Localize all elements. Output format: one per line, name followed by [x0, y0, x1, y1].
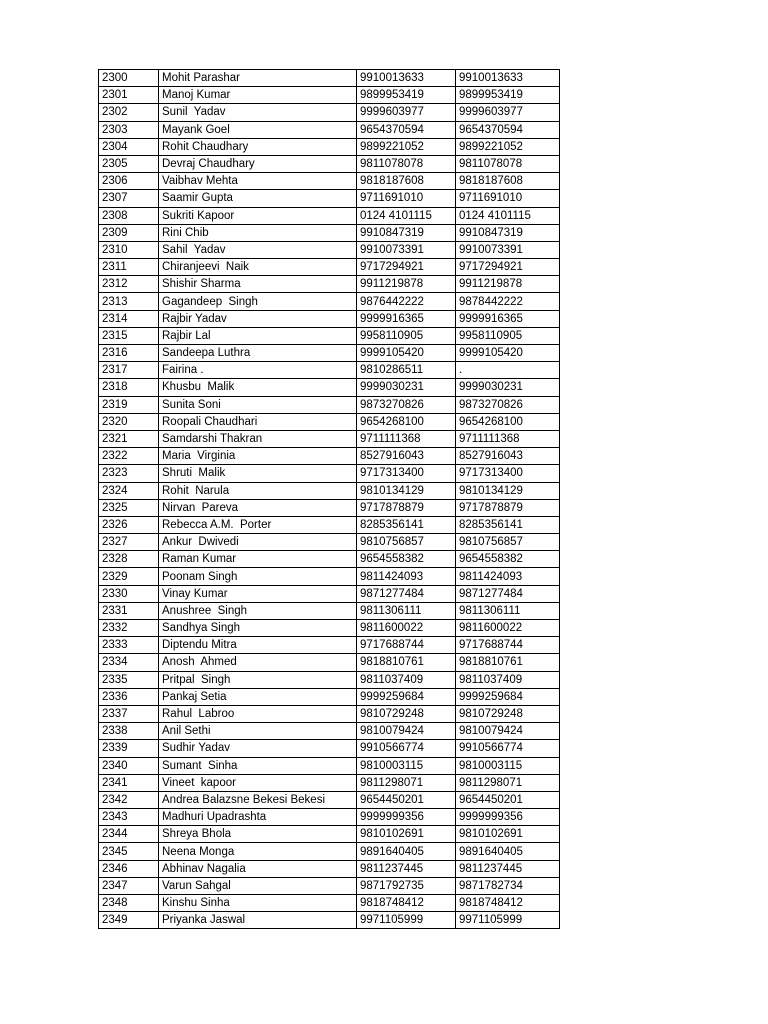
phone-secondary-cell: 9810003115 [456, 757, 560, 774]
phone-primary-cell: 9810102691 [357, 826, 456, 843]
table-row [99, 602, 560, 619]
phone-secondary-cell: 9811306111 [456, 602, 560, 619]
name-cell: Khusbu Malik [159, 379, 357, 396]
phone-primary-cell: 9910073391 [357, 241, 456, 258]
phone-primary-cell: 9810286511 [357, 362, 456, 379]
phone-secondary-cell: 9717878879 [456, 499, 560, 516]
phone-primary-cell: 9818748412 [357, 895, 456, 912]
row-id-cell: 2320 [99, 413, 159, 430]
row-id-cell: 2335 [99, 671, 159, 688]
phone-secondary-cell: 9871277484 [456, 585, 560, 602]
table-row [99, 877, 560, 894]
phone-primary-cell: 9654370594 [357, 121, 456, 138]
table-row [99, 155, 560, 172]
name-cell: Sunita Soni [159, 396, 357, 413]
row-id-cell: 2303 [99, 121, 159, 138]
table-row [99, 207, 560, 224]
phone-secondary-cell: 9717313400 [456, 465, 560, 482]
row-id-cell: 2310 [99, 241, 159, 258]
name-cell: Shruti Malik [159, 465, 357, 482]
name-cell: Vinay Kumar [159, 585, 357, 602]
table-row [99, 465, 560, 482]
phone-secondary-cell: 9999030231 [456, 379, 560, 396]
row-id-cell: 2325 [99, 499, 159, 516]
phone-primary-cell: 9818187608 [357, 173, 456, 190]
phone-secondary-cell: 9654450201 [456, 791, 560, 808]
phone-secondary-cell: 9811600022 [456, 620, 560, 637]
name-cell: Manoj Kumar [159, 87, 357, 104]
row-id-cell: 2305 [99, 155, 159, 172]
row-id-cell: 2307 [99, 190, 159, 207]
phone-secondary-cell: 9999916365 [456, 310, 560, 327]
row-id-cell: 2346 [99, 860, 159, 877]
table-row [99, 620, 560, 637]
phone-secondary-cell: 9958110905 [456, 327, 560, 344]
phone-secondary-cell: 9899953419 [456, 87, 560, 104]
name-cell: Rebecca A.M. Porter [159, 516, 357, 533]
phone-primary-cell: 9999999356 [357, 809, 456, 826]
phone-primary-cell: 9810003115 [357, 757, 456, 774]
phone-secondary-cell: . [456, 362, 560, 379]
phone-primary-cell: 9811600022 [357, 620, 456, 637]
phone-primary-cell: 9999603977 [357, 104, 456, 121]
phone-secondary-cell: 9910013633 [456, 70, 560, 87]
name-cell: Samdarshi Thakran [159, 430, 357, 447]
table-row [99, 190, 560, 207]
name-cell: Shishir Sharma [159, 276, 357, 293]
phone-secondary-cell: 9999999356 [456, 809, 560, 826]
table-row [99, 362, 560, 379]
row-id-cell: 2336 [99, 688, 159, 705]
name-cell: Rohit Chaudhary [159, 138, 357, 155]
row-id-cell: 2330 [99, 585, 159, 602]
table-row [99, 241, 560, 258]
phone-primary-cell: 9711691010 [357, 190, 456, 207]
table-row [99, 70, 560, 87]
table-row [99, 723, 560, 740]
phone-secondary-cell: 9811078078 [456, 155, 560, 172]
phone-secondary-cell: 9811037409 [456, 671, 560, 688]
table-row [99, 276, 560, 293]
name-cell: Anil Sethi [159, 723, 357, 740]
row-id-cell: 2312 [99, 276, 159, 293]
phone-secondary-cell: 9818187608 [456, 173, 560, 190]
phone-secondary-cell: 9810756857 [456, 534, 560, 551]
phone-primary-cell: 9999030231 [357, 379, 456, 396]
phone-primary-cell: 9810756857 [357, 534, 456, 551]
phone-primary-cell: 9717294921 [357, 259, 456, 276]
phone-primary-cell: 9999259684 [357, 688, 456, 705]
name-cell: Raman Kumar [159, 551, 357, 568]
phone-primary-cell: 9717313400 [357, 465, 456, 482]
table-row [99, 740, 560, 757]
phone-primary-cell: 9871792735 [357, 877, 456, 894]
phone-secondary-cell: 9818748412 [456, 895, 560, 912]
phone-secondary-cell: 9910847319 [456, 224, 560, 241]
name-cell: Chiranjeevi Naik [159, 259, 357, 276]
table-row [99, 499, 560, 516]
name-cell: Fairina . [159, 362, 357, 379]
row-id-cell: 2334 [99, 654, 159, 671]
table-row [99, 430, 560, 447]
table-row [99, 843, 560, 860]
name-cell: Andrea Balazsne Bekesi Bekesi [159, 791, 357, 808]
phone-primary-cell: 9711111368 [357, 430, 456, 447]
name-cell: Anushree Singh [159, 602, 357, 619]
table-row [99, 327, 560, 344]
name-cell: Abhinav Nagalia [159, 860, 357, 877]
phone-secondary-cell: 9878442222 [456, 293, 560, 310]
row-id-cell: 2339 [99, 740, 159, 757]
phone-secondary-cell: 0124 4101115 [456, 207, 560, 224]
phone-primary-cell: 9911219878 [357, 276, 456, 293]
phone-primary-cell: 9999916365 [357, 310, 456, 327]
phone-secondary-cell: 9911219878 [456, 276, 560, 293]
name-cell: Roopali Chaudhari [159, 413, 357, 430]
name-cell: Sandeepa Luthra [159, 345, 357, 362]
table-row [99, 259, 560, 276]
table-row [99, 516, 560, 533]
phone-primary-cell: 9717878879 [357, 499, 456, 516]
phone-secondary-cell: 9654268100 [456, 413, 560, 430]
phone-secondary-cell: 9999259684 [456, 688, 560, 705]
phone-primary-cell: 9811237445 [357, 860, 456, 877]
table-row [99, 379, 560, 396]
name-cell: Sunil Yadav [159, 104, 357, 121]
table-row [99, 448, 560, 465]
name-cell: Ankur Dwivedi [159, 534, 357, 551]
name-cell: Shreya Bhola [159, 826, 357, 843]
name-cell: Varun Sahgal [159, 877, 357, 894]
table-row [99, 396, 560, 413]
phone-primary-cell: 9899221052 [357, 138, 456, 155]
name-cell: Sahil Yadav [159, 241, 357, 258]
phone-secondary-cell: 9818810761 [456, 654, 560, 671]
table-row [99, 912, 560, 929]
row-id-cell: 2332 [99, 620, 159, 637]
row-id-cell: 2349 [99, 912, 159, 929]
name-cell: Rini Chib [159, 224, 357, 241]
row-id-cell: 2343 [99, 809, 159, 826]
row-id-cell: 2326 [99, 516, 159, 533]
name-cell: Madhuri Upadrashta [159, 809, 357, 826]
row-id-cell: 2329 [99, 568, 159, 585]
phone-primary-cell: 9818810761 [357, 654, 456, 671]
row-id-cell: 2328 [99, 551, 159, 568]
phone-secondary-cell: 9810134129 [456, 482, 560, 499]
row-id-cell: 2317 [99, 362, 159, 379]
phone-secondary-cell: 8285356141 [456, 516, 560, 533]
table-row [99, 568, 560, 585]
name-cell: Rajbir Yadav [159, 310, 357, 327]
phone-secondary-cell: 9971105999 [456, 912, 560, 929]
contact-table-body [99, 70, 560, 929]
phone-secondary-cell: 9873270826 [456, 396, 560, 413]
phone-primary-cell: 9876442222 [357, 293, 456, 310]
phone-secondary-cell: 9871782734 [456, 877, 560, 894]
name-cell: Neena Monga [159, 843, 357, 860]
table-row [99, 173, 560, 190]
name-cell: Anosh Ahmed [159, 654, 357, 671]
row-id-cell: 2323 [99, 465, 159, 482]
row-id-cell: 2340 [99, 757, 159, 774]
name-cell: Pritpal Singh [159, 671, 357, 688]
phone-secondary-cell: 9711691010 [456, 190, 560, 207]
phone-secondary-cell: 9811298071 [456, 774, 560, 791]
phone-primary-cell: 9811078078 [357, 155, 456, 172]
contact-table [98, 69, 560, 929]
phone-primary-cell: 9958110905 [357, 327, 456, 344]
row-id-cell: 2309 [99, 224, 159, 241]
phone-primary-cell: 9811037409 [357, 671, 456, 688]
phone-primary-cell: 9871277484 [357, 585, 456, 602]
name-cell: Rahul Labroo [159, 705, 357, 722]
row-id-cell: 2341 [99, 774, 159, 791]
row-id-cell: 2327 [99, 534, 159, 551]
phone-secondary-cell: 9891640405 [456, 843, 560, 860]
row-id-cell: 2302 [99, 104, 159, 121]
name-cell: Pankaj Setia [159, 688, 357, 705]
phone-secondary-cell: 9717294921 [456, 259, 560, 276]
phone-primary-cell: 9811424093 [357, 568, 456, 585]
phone-primary-cell: 9654558382 [357, 551, 456, 568]
name-cell: Sukriti Kapoor [159, 207, 357, 224]
name-cell: Mayank Goel [159, 121, 357, 138]
phone-secondary-cell: 9654558382 [456, 551, 560, 568]
row-id-cell: 2319 [99, 396, 159, 413]
phone-primary-cell: 9910566774 [357, 740, 456, 757]
name-cell: Rohit Narula [159, 482, 357, 499]
phone-secondary-cell: 9999603977 [456, 104, 560, 121]
row-id-cell: 2345 [99, 843, 159, 860]
row-id-cell: 2342 [99, 791, 159, 808]
row-id-cell: 2347 [99, 877, 159, 894]
row-id-cell: 2318 [99, 379, 159, 396]
row-id-cell: 2315 [99, 327, 159, 344]
table-row [99, 705, 560, 722]
table-row [99, 482, 560, 499]
table-row [99, 774, 560, 791]
row-id-cell: 2311 [99, 259, 159, 276]
phone-secondary-cell: 9654370594 [456, 121, 560, 138]
name-cell: Priyanka Jaswal [159, 912, 357, 929]
table-row [99, 826, 560, 843]
phone-primary-cell: 9891640405 [357, 843, 456, 860]
table-row [99, 637, 560, 654]
phone-secondary-cell: 9717688744 [456, 637, 560, 654]
phone-secondary-cell: 9810079424 [456, 723, 560, 740]
phone-secondary-cell: 9910566774 [456, 740, 560, 757]
table-row [99, 654, 560, 671]
row-id-cell: 2344 [99, 826, 159, 843]
table-row [99, 104, 560, 121]
name-cell: Vineet kapoor [159, 774, 357, 791]
row-id-cell: 2331 [99, 602, 159, 619]
table-row [99, 413, 560, 430]
table-row [99, 551, 560, 568]
phone-primary-cell: 9810729248 [357, 705, 456, 722]
name-cell: Devraj Chaudhary [159, 155, 357, 172]
name-cell: Maria Virginia [159, 448, 357, 465]
row-id-cell: 2308 [99, 207, 159, 224]
table-row [99, 809, 560, 826]
row-id-cell: 2316 [99, 345, 159, 362]
table-row [99, 791, 560, 808]
name-cell: Poonam Singh [159, 568, 357, 585]
phone-primary-cell: 9654450201 [357, 791, 456, 808]
table-row [99, 688, 560, 705]
phone-primary-cell: 9811306111 [357, 602, 456, 619]
phone-primary-cell: 9910013633 [357, 70, 456, 87]
phone-secondary-cell: 9811237445 [456, 860, 560, 877]
name-cell: Kinshu Sinha [159, 895, 357, 912]
table-row [99, 757, 560, 774]
phone-primary-cell: 9899953419 [357, 87, 456, 104]
name-cell: Mohit Parashar [159, 70, 357, 87]
table-row [99, 224, 560, 241]
row-id-cell: 2348 [99, 895, 159, 912]
row-id-cell: 2304 [99, 138, 159, 155]
row-id-cell: 2321 [99, 430, 159, 447]
table-row [99, 293, 560, 310]
name-cell: Sumant Sinha [159, 757, 357, 774]
phone-secondary-cell: 9711111368 [456, 430, 560, 447]
phone-primary-cell: 8285356141 [357, 516, 456, 533]
table-row [99, 895, 560, 912]
phone-primary-cell: 9810134129 [357, 482, 456, 499]
phone-secondary-cell: 9810729248 [456, 705, 560, 722]
name-cell: Nirvan Pareva [159, 499, 357, 516]
phone-secondary-cell: 9810102691 [456, 826, 560, 843]
phone-primary-cell: 9971105999 [357, 912, 456, 929]
phone-secondary-cell: 9899221052 [456, 138, 560, 155]
name-cell: Sudhir Yadav [159, 740, 357, 757]
table-row [99, 534, 560, 551]
table-row [99, 585, 560, 602]
phone-primary-cell: 9910847319 [357, 224, 456, 241]
phone-secondary-cell: 9910073391 [456, 241, 560, 258]
row-id-cell: 2314 [99, 310, 159, 327]
table-row [99, 860, 560, 877]
table-row [99, 138, 560, 155]
phone-primary-cell: 9811298071 [357, 774, 456, 791]
name-cell: Gagandeep Singh [159, 293, 357, 310]
phone-primary-cell: 0124 4101115 [357, 207, 456, 224]
phone-primary-cell: 8527916043 [357, 448, 456, 465]
row-id-cell: 2333 [99, 637, 159, 654]
phone-primary-cell: 9717688744 [357, 637, 456, 654]
row-id-cell: 2306 [99, 173, 159, 190]
name-cell: Vaibhav Mehta [159, 173, 357, 190]
table-row [99, 310, 560, 327]
table-row [99, 121, 560, 138]
row-id-cell: 2322 [99, 448, 159, 465]
phone-primary-cell: 9654268100 [357, 413, 456, 430]
row-id-cell: 2338 [99, 723, 159, 740]
table-row [99, 671, 560, 688]
phone-secondary-cell: 9999105420 [456, 345, 560, 362]
name-cell: Rajbir Lal [159, 327, 357, 344]
phone-primary-cell: 9810079424 [357, 723, 456, 740]
phone-primary-cell: 9873270826 [357, 396, 456, 413]
row-id-cell: 2313 [99, 293, 159, 310]
table-row [99, 87, 560, 104]
row-id-cell: 2300 [99, 70, 159, 87]
row-id-cell: 2337 [99, 705, 159, 722]
name-cell: Saamir Gupta [159, 190, 357, 207]
name-cell: Sandhya Singh [159, 620, 357, 637]
phone-primary-cell: 9999105420 [357, 345, 456, 362]
row-id-cell: 2324 [99, 482, 159, 499]
phone-secondary-cell: 9811424093 [456, 568, 560, 585]
row-id-cell: 2301 [99, 87, 159, 104]
name-cell: Diptendu Mitra [159, 637, 357, 654]
phone-secondary-cell: 8527916043 [456, 448, 560, 465]
table-row [99, 345, 560, 362]
